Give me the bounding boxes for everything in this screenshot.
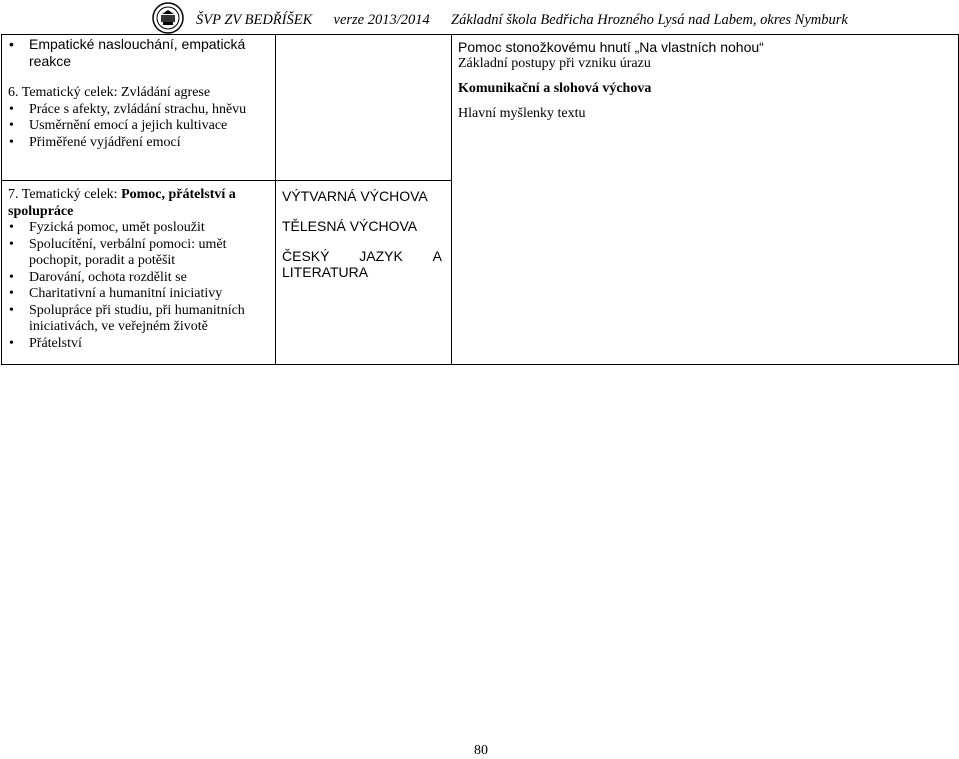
unit6-title: 6. Tematický celek: Zvládání agrese (8, 85, 211, 100)
col3-heading: Komunikační a slohová výchova (458, 81, 652, 96)
col3-line3: Hlavní myšlenky textu (458, 105, 586, 121)
row2-col2-cell (276, 181, 452, 365)
page-number: 80 (474, 743, 488, 758)
list-item: • Spolucítění, verbální pomoci: umět pochopit, poradit a potěšit (8, 237, 271, 270)
col3-line2: Základní postupy při vzniku úrazu (458, 55, 651, 71)
col3-line1: Pomoc stonožkovému hnutí „Na vlastních nohou“ (458, 39, 764, 55)
subject-czech-tail: LITERATURA (282, 264, 369, 280)
list-item: • Empatické naslouchání, empatická reakce (8, 36, 271, 69)
list-item: • Spolupráce při studiu, při humanitních iniciativách, ve veřejném životě (8, 303, 271, 336)
header-program: ŠVP ZV BEDŘÍŠEK (196, 12, 313, 28)
table-row (2, 35, 959, 181)
header-school: Základní škola Bedřicha Hrozného Lysá nad Labem, okres Nymburk (451, 12, 848, 28)
unit7-title-text (8, 187, 236, 219)
curriculum-table (1, 34, 959, 365)
list-item: • Práce s afekty, zvládání strachu, hněvu (8, 102, 271, 119)
list-item: • Přátelství (8, 336, 271, 353)
subject-czech-word: ČESKÝ (282, 248, 330, 264)
unit7-title (8, 187, 271, 220)
list-item: • Fyzická pomoc, umět posloužit (8, 220, 271, 237)
list-item: • Charitativní a humanitní iniciativy (8, 286, 271, 303)
school-logo-icon (152, 2, 184, 34)
row1-col1-cell (2, 35, 276, 181)
unit-title-name: Pomoc, přátelství a spolupráce (8, 187, 236, 219)
subject-czech-word: A (432, 248, 442, 264)
subject-czech-word: JAZYK (359, 248, 403, 264)
list-item: • Darování, ochota rozdělit se (8, 270, 271, 287)
subject-art: VÝTVARNÁ VÝCHOVA (282, 188, 428, 204)
col3-cell (452, 35, 959, 365)
subject-czech-line (282, 248, 442, 264)
row1-col2-cell (276, 35, 452, 181)
header-version: verze 2013/2014 (333, 12, 430, 28)
header-text (196, 12, 848, 29)
page-header (152, 2, 952, 34)
list-item: • Usměrnění emocí a jejich kultivace (8, 118, 271, 135)
subject-pe: TĚLESNÁ VÝCHOVA (282, 218, 418, 234)
list-item: • Přiměřené vyjádření emocí (8, 135, 271, 152)
unit-title-prefix: 7. Tematický celek: (8, 187, 118, 202)
row2-col1-cell (2, 181, 276, 365)
